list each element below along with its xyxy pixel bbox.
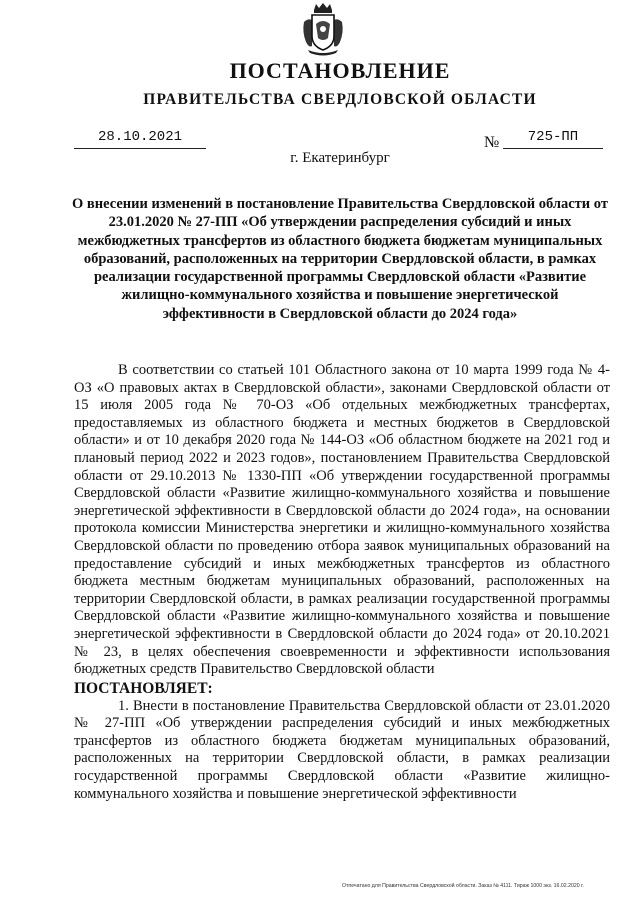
item-1-paragraph: 1. Внести в постановление Правительства Свердловской области от 23.01.2020 № 27-ПП «Об утверждении распределения субсидий и иных межбюджетных трансфертов из областного бюджета бюджетам муниципальных образований, расположенных на территории Свердловской области, в рамках реализации государственной программы Свердловской области «Развитие жилищно-коммунального хозяйства и повышение энергетической эффективности: [74, 697, 610, 802]
preamble-paragraph: В соответствии со статьей 101 Областного закона от 10 марта 1999 года № 4-ОЗ «О правовых актах в Свердловской области», законами Свердловской области от 15 июля 2005 года № 70-ОЗ «Об отдельных межбюджетных трансфертах, предоставляемых из областного бюджета и местных бюджетов в Свердловской области» и от 10 декабря 2020 года № 144-ОЗ «Об областном бюджете на 2021 год и плановый период 2022 и 2023 годов», постановлением Правительства Свердловской области от 29.10.2013 № 1330-ПП «Об утверждении государственной программы Свердловской области «Развитие жилищно-коммунального хозяйства и повышение энергетической эффективности в Свердловской области до 2024 года», на основании протокола комиссии Министерства энергетики и жилищно-коммунального хозяйства Свердловской области по проведению отбора заявок муниципальных образований на предоставление субсидий и иных межбюджетных трансфертов из областного бюджета местным бюджетам муниципальных образований, расположенных на территории Свердловской области, в рамках реализации государственной программы Свердловской области «Развитие жилищно-коммунального хозяйства и повышение энергетической эффективности в Свердловской области до 2024 года» от 20.10.2021 № 23, в целях обеспечения своевременности и эффективности использования бюджетных средств Правительство Свердловской области: [74, 362, 610, 678]
document-title: ПОСТАНОВЛЕНИЕ: [229, 58, 451, 83]
document-body: [74, 362, 610, 803]
issuing-authority: ПРАВИТЕЛЬСТВА СВЕРДЛОВСКОЙ ОБЛАСТИ: [143, 91, 537, 108]
coat-of-arms-emblem: [300, 2, 346, 56]
document-number: 725-ПП: [503, 130, 603, 149]
print-footer-note: Отпечатано для Правительства Свердловской области. Заказ № 4111. Тираж 1000 экз. 16.02.2020 г.: [342, 883, 584, 889]
city-of-issue: г. Екатеринбург: [290, 150, 390, 166]
document-subject: О внесении изменений в постановление Правительства Свердловской области от 23.01.2020 № 27-ПП «Об утверждении распределения субсидий и иных межбюджетных трансфертов из областного бюджета бюджетам муниципальных образований, расположенных на территории Свердловской области, в рамках реализации государственной программы Свердловской области «Развитие жилищно-коммунального хозяйства и повышение энергетической эффективности в Свердловской области до 2024 года»: [72, 196, 608, 322]
number-sign: №: [484, 134, 500, 151]
resolves-heading: ПОСТАНОВЛЯЕТ:: [74, 679, 213, 697]
document-date: 28.10.2021: [74, 130, 206, 149]
